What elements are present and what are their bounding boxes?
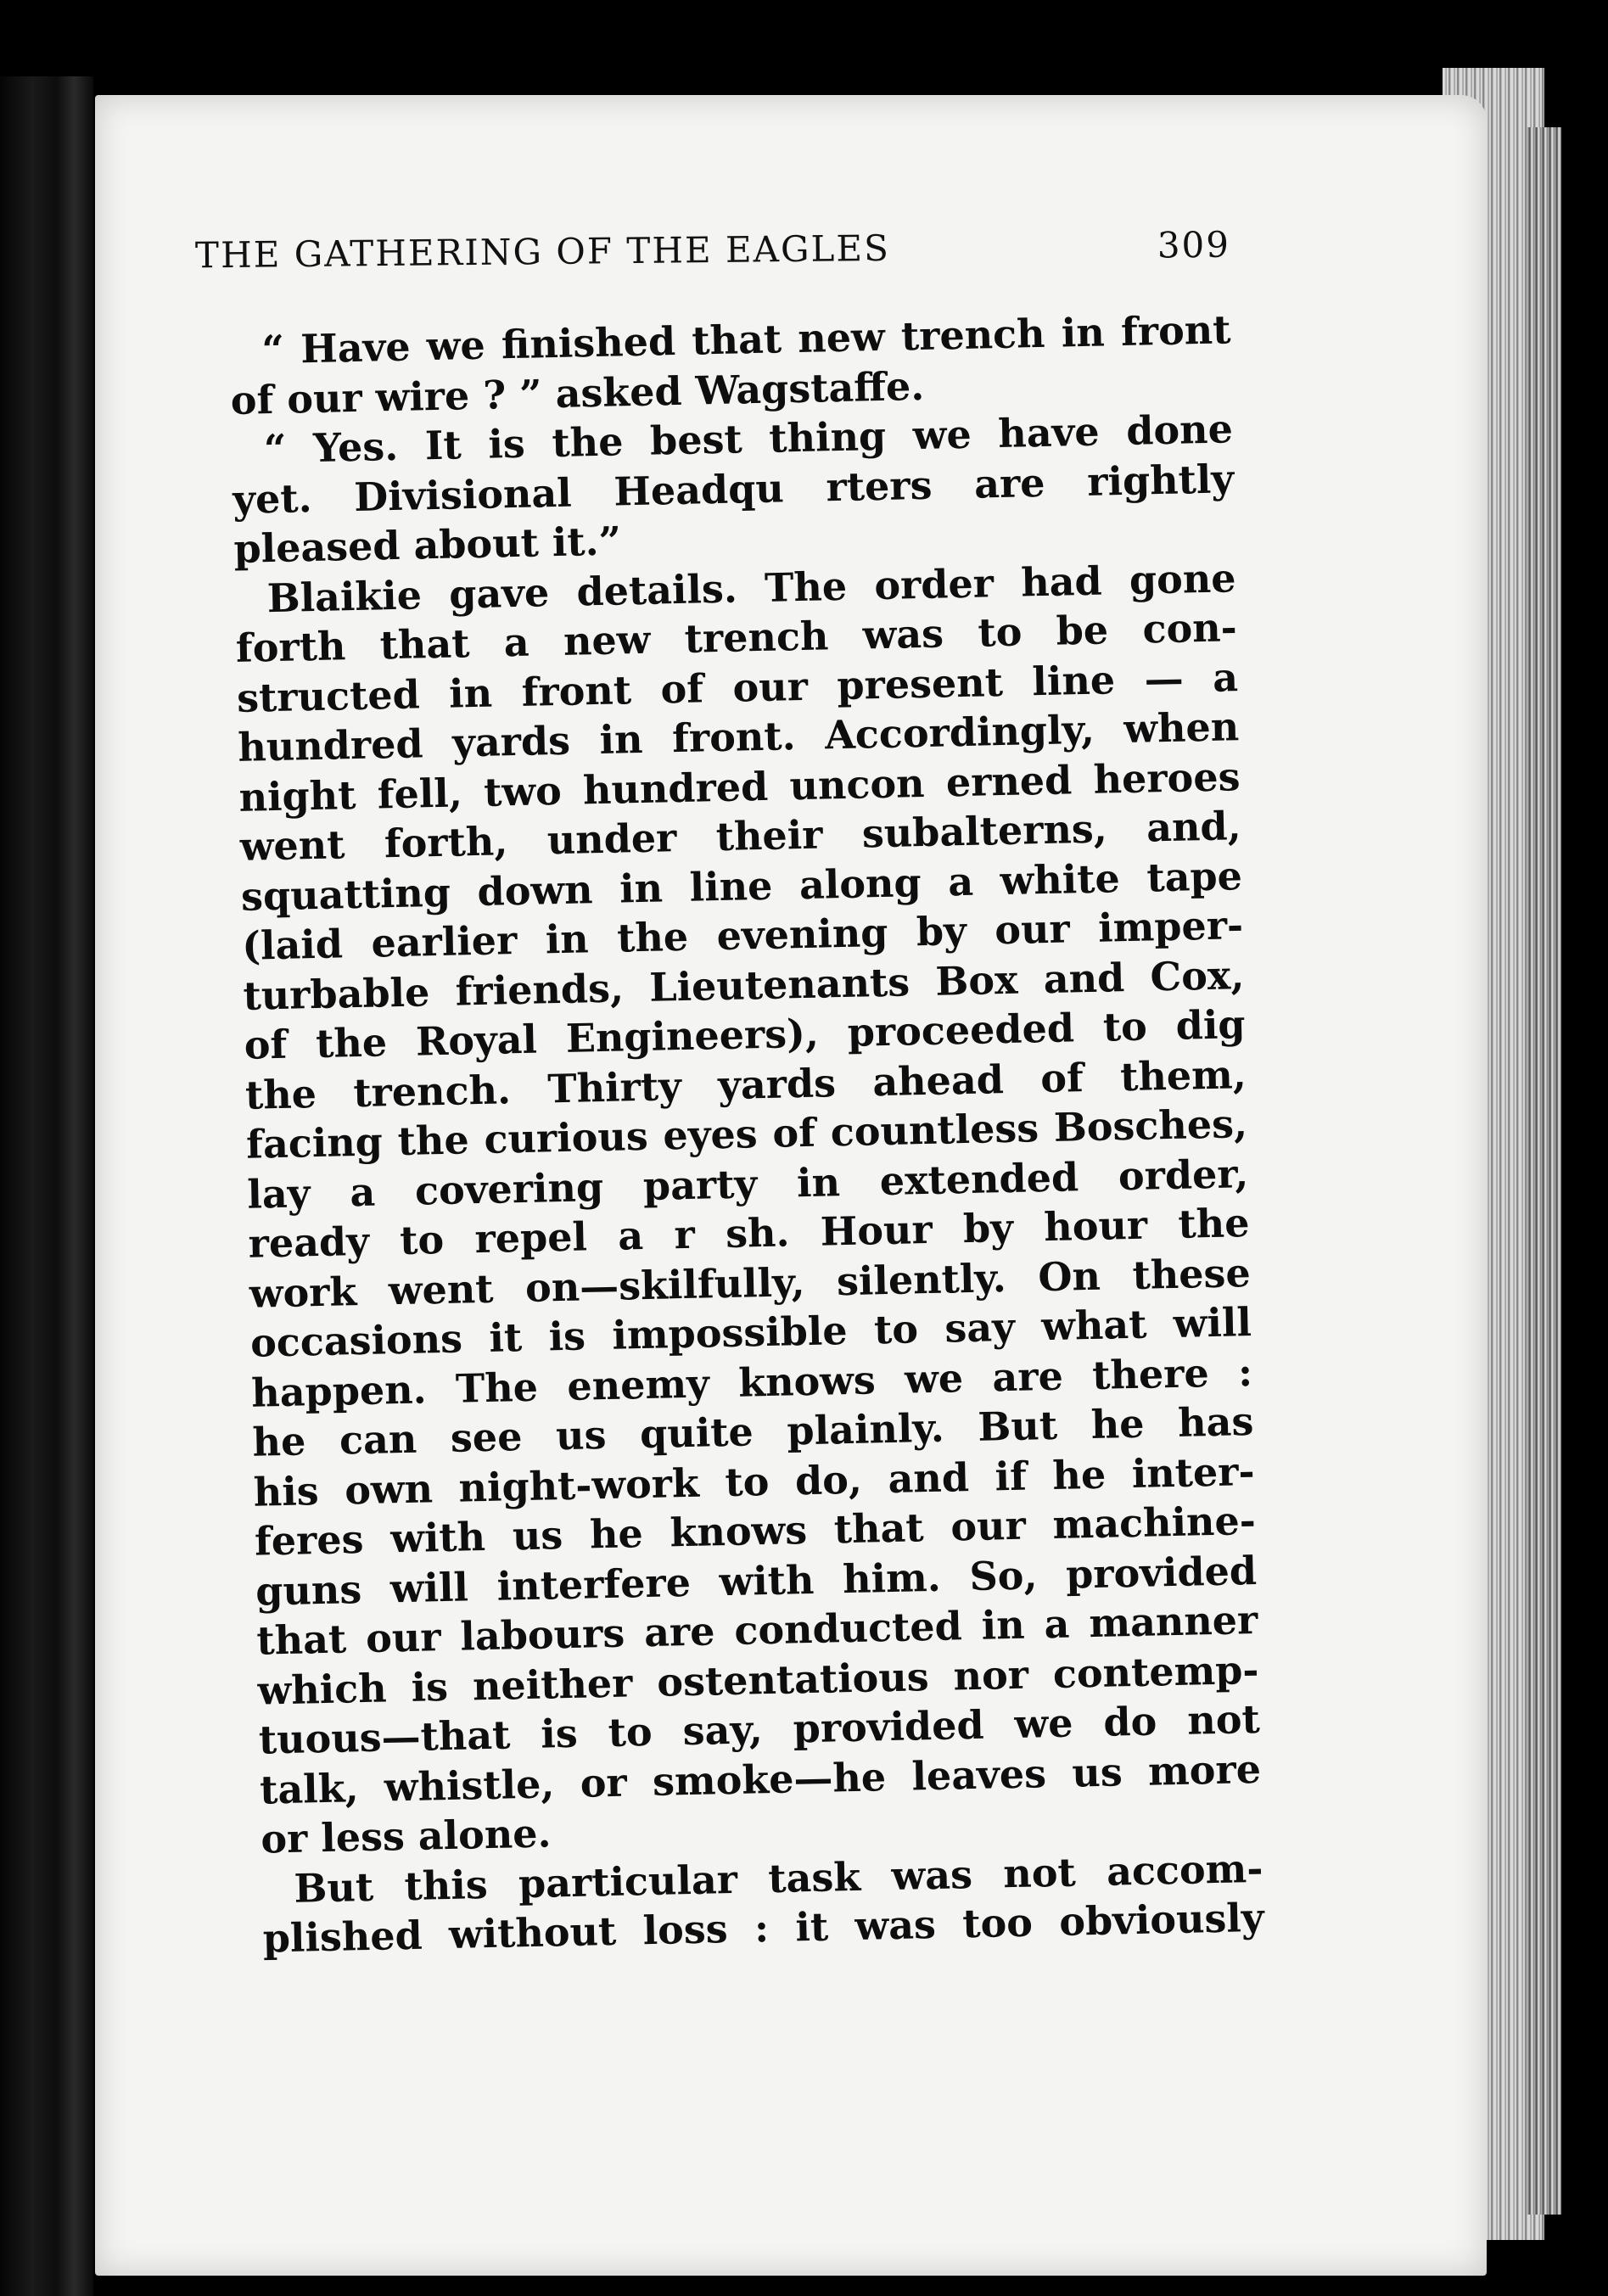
text-line: (laid earlier in the evening by our imper- [241,902,1244,969]
text-line: feres with us he knows that our machine- [254,1497,1257,1565]
text-line: turbable friends, Lieutenants Box and Cox, [242,951,1245,1019]
text-line: guns will interfere with him. So, provided [255,1547,1258,1615]
text-line: plished without loss : it was too obviously [262,1894,1265,1962]
text-line: lay a covering party in extended order, [246,1150,1249,1218]
text-line: Blaikie gave details. The order had gone [266,554,1237,621]
text-line: pleased about it.” [233,518,622,572]
text-line: hundred yards in front. Accordingly, when [237,703,1240,770]
running-title: THE GATHERING OF THE EAGLES [194,227,891,277]
text-line: “ Have we finished that new trench in front [261,306,1231,373]
text-line: went forth, under their subalterns, and, [239,803,1242,870]
cover-edge [1527,127,1561,2215]
text-line: structed in front of our present line — a [236,653,1239,721]
book-binding-edge [0,76,93,2296]
text-line: squatting down in line along a white tape [240,852,1243,920]
text-line: he can see us quite plainly. But he has [251,1398,1254,1465]
text-line: of the Royal Engineers), proceeded to dig [244,1001,1247,1068]
text-line: which is neither ostentatious nor contemp- [257,1646,1259,1714]
text-line: “ Yes. It is the best thing we have done [263,406,1234,473]
text-line: occasions it is impossible to say what will [249,1299,1252,1366]
body-text [229,305,1264,1963]
text-line: work went on—skilfully, silently. On these [249,1249,1252,1317]
text-line: of our wire ? ” asked Wagstaffe. [230,362,925,423]
text-line: happen. The enemy knows we are there : [250,1348,1253,1416]
text-line: yet. Divisional Headqu rters are rightly [232,455,1235,523]
text-line: night fell, two hundred uncon erned heroes [238,753,1241,820]
text-line: facing the curious eyes of countless Bosches, [245,1100,1248,1168]
text-line: ready to repel a r sh. Hour by hour the [248,1200,1250,1267]
text-line: forth that a new trench was to be con- [235,604,1238,671]
text-line: tuous—that is to say, provided we do not [258,1695,1261,1763]
text-line: the trench. Thirty yards ahead of them, [244,1050,1247,1118]
page-number: 309 [1157,223,1231,266]
text-line: But this particular task was not accom- [294,1845,1263,1912]
text-line: that our labours are conducted in a manner [255,1596,1258,1664]
text-line: talk, whistle, or smoke—he leaves us more [259,1745,1262,1813]
text-line: or less alone. [260,1810,552,1862]
text-line: his own night-work to do, and if he inter- [253,1448,1256,1515]
